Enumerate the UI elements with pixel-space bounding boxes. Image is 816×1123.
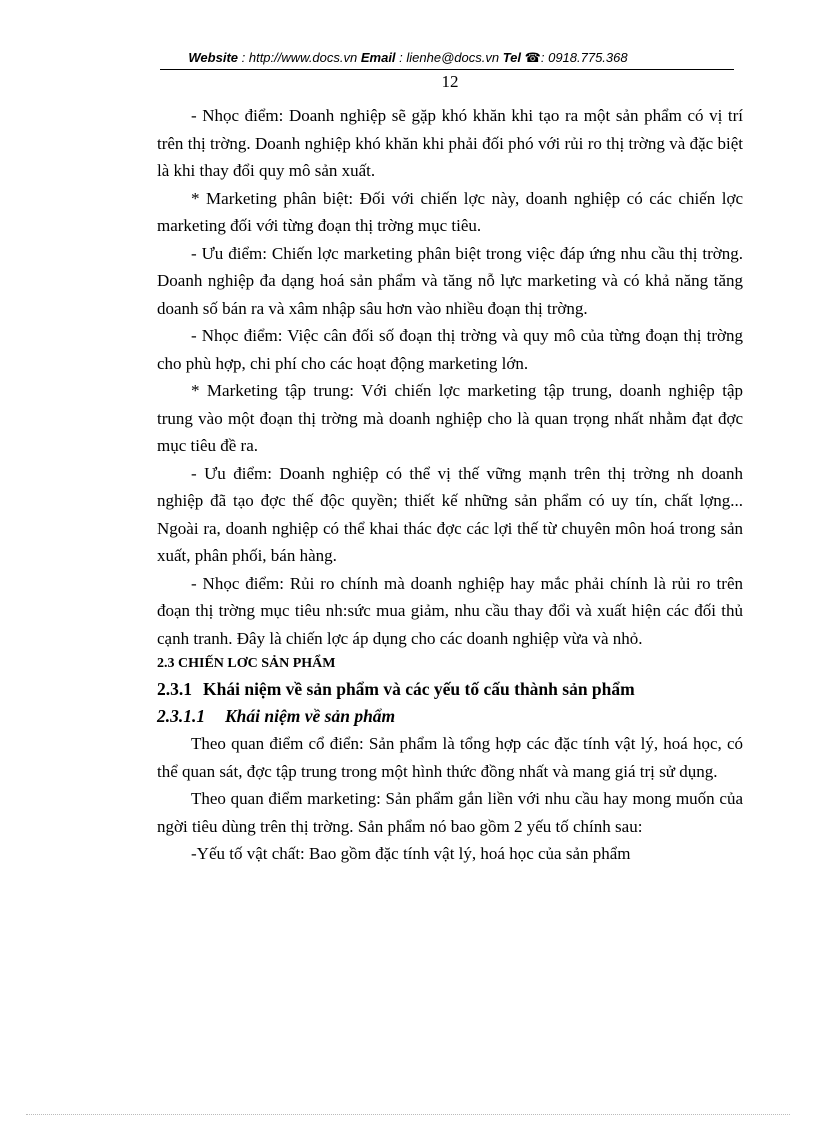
tel-value: : 0918.775.368	[540, 50, 628, 65]
paragraph: - Nhọc điểm: Rủi ro chính mà doanh nghiệp hay mắc phải chính là rủi ro trên đoạn thị trờng mục tiêu nh:sức mua giảm, nhu cầu thay đổi và xuất hiện các đối thủ cạnh tranh. Đây là chiến lợc áp dụng cho các doanh nghiệp vừa và nhỏ.	[157, 573, 743, 648]
tel-label: Tel	[502, 50, 522, 65]
page-number: 12	[441, 72, 459, 91]
email-link[interactable]: : lienhe@docs.vn	[399, 50, 500, 65]
paragraph: - Ưu điểm: Chiến lợc marketing phân biệt trong việc đáp ứng nhu cầu thị trờng. Doanh nghiệp đa dạng hoá sản phẩm và tăng nỗ lực marketing và có khả năng tăng doanh số bán ra và xâm nhập sâu hơn vào nhiều đoạn thị trờng.	[157, 243, 743, 318]
footer-divider	[26, 1114, 790, 1115]
phone-icon: ☎	[524, 50, 541, 65]
paragraph: Theo quan điểm cổ điển: Sản phẩm là tổng hợp các đặc tính vật lý, hoá học, có thể quan sát, đợc tập trung trong một hình thức đồng nhất và mang giá trị sử dụng.	[157, 734, 743, 781]
subsubsection-title: Khái niệm về sản phẩm	[225, 706, 396, 726]
section-number: 2.3	[157, 656, 175, 671]
paragraph: -Yếu tố vật chất: Bao gồm đặc tính vật lý, hoá học của sản phẩm	[191, 844, 631, 863]
section-title: CHIẾN LƠC SẢN PHẨM	[178, 656, 336, 671]
subsubsection-number: 2.3.1.1	[157, 706, 206, 726]
paragraph: Theo quan điểm marketing: Sản phẩm gắn liền với nhu cầu hay mong muốn của ngời tiêu dùng trên thị trờng. Sản phẩm nó bao gồm 2 yếu tố chính sau:	[157, 789, 743, 836]
document-body	[157, 102, 743, 868]
website-label: Website	[188, 50, 238, 65]
paragraph: - Nhọc điểm: Việc cân đối số đoạn thị trờng và quy mô của từng đoạn thị trờng cho phù hợp, chi phí cho các hoạt động marketing lớn.	[157, 326, 743, 373]
header-divider	[160, 69, 734, 70]
subsection-number: 2.3.1	[157, 679, 192, 699]
subsection-title: Khái niệm về sản phẩm và các yếu tố cấu thành sản phẩm	[203, 679, 635, 699]
paragraph: * Marketing tập trung: Với chiến lợc marketing tập trung, doanh nghiệp tập trung vào một đoạn thị trờng mà doanh nghiệp cho là quan trọng nhất nhằm đạt đợc mục tiêu đề ra.	[157, 381, 743, 455]
page-header	[0, 50, 816, 66]
paragraph: - Ưu điểm: Doanh nghiệp có thể vị thế vững mạnh trên thị trờng nh doanh nghiệp đã tạo đợc thế độc quyền; thiết kế những sản phẩm có uy tín, chất lợng... Ngoài ra, doanh nghiệp có thể khai thác đợc các lợi thế từ chuyên môn hoá trong sản xuất, phân phối, bán hàng.	[157, 463, 743, 565]
paragraph: * Marketing phân biệt: Đối với chiến lợc này, doanh nghiệp có các chiến lợc marketing đối với từng đoạn thị trờng mục tiêu.	[157, 188, 743, 235]
website-link[interactable]: : http://www.docs.vn	[241, 50, 358, 65]
paragraph: - Nhọc điểm: Doanh nghiệp sẽ gặp khó khăn khi tạo ra một sản phẩm có vị trí trên thị trờng. Doanh nghiệp khó khăn khi phải đối phó với rủi ro thị trờng và đặc biệt là khi thay đổi quy mô sản xuất.	[157, 106, 743, 180]
subsubsection-heading	[157, 703, 743, 730]
section-heading	[157, 652, 743, 676]
email-label: Email	[360, 50, 396, 65]
subsection-heading	[157, 676, 743, 703]
